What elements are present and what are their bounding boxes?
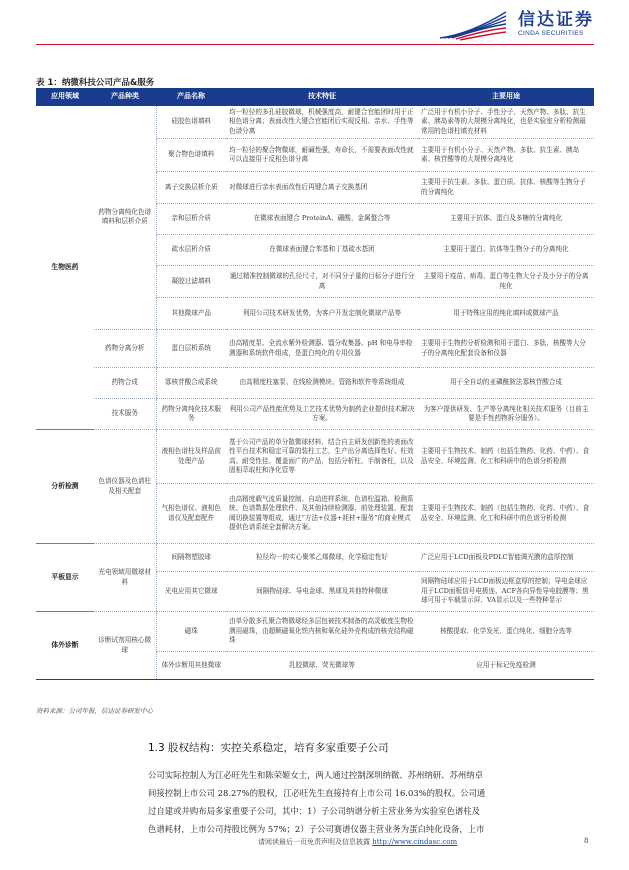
feature-cell: 通过精准控制微球的孔径尺寸，对不同分子量的目标分子进行分离 — [226, 266, 418, 298]
table-row — [36, 368, 594, 399]
use-cell: 用于特殊应用的纯化填料或微球产品 — [418, 298, 594, 330]
product-name-cell: 聚合物色谱填料 — [156, 139, 226, 172]
category-cell: 光电领域用微球材料 — [94, 544, 156, 612]
product-name-cell: 亲和层析介质 — [156, 204, 226, 235]
column-header: 产品名称 — [156, 88, 226, 105]
use-cell: 主要用于抗体、蛋白及多糖的分离纯化 — [418, 204, 594, 235]
feature-cell: 在微球表面键合苯基和丁基疏水基团 — [226, 235, 418, 266]
table-title: 表 1：纳微科技公司产品&服务 — [36, 78, 155, 88]
feature-cell: 间隔物硅球、导电金球、黑球及其他特种微球 — [226, 572, 418, 612]
table-row — [36, 105, 594, 139]
footer-text: 请阅读最后一页免责声明及信息披露 — [258, 838, 370, 846]
table-source-note: 资料来源：公司年报，信达证券研发中心 — [36, 707, 153, 715]
table-row — [36, 612, 594, 652]
column-header: 技术特征 — [226, 88, 418, 105]
use-cell: 主要用于生物技术、制药（包括生物药、化药、中药）、食品安全、环境监测、化工和科研中的色谱分析检测 — [418, 430, 594, 484]
feature-cell: 在微球表面键合 ProteinA、硼酸、金属螯合等 — [226, 204, 418, 235]
use-cell: 主要用于生物药分析检测和用于蛋白、多肽、核酸等大分子的分离纯化配套设备和仪器 — [418, 330, 594, 368]
product-name-cell: 液相色谱柱及样品前处理产品 — [156, 430, 226, 484]
logo-text: 信达证券 — [518, 10, 594, 30]
category-cell: 药物分离分析 — [94, 330, 156, 368]
feature-cell: 利用公司产品性能优势及工艺技术优势为制药企业提供技术解决方案。 — [226, 399, 418, 430]
product-name-cell: 离子交换层析介质 — [156, 172, 226, 204]
feature-cell: 由高精度泵、全流水紫外检测器、馏分收集器、pH 和电导率检测器和系统软件组成，是蛋白纯化的专用仪器 — [226, 330, 418, 368]
product-name-cell: 间隔物塑胶球 — [156, 544, 226, 572]
category-cell: 药物分离纯化色谱填料和层析介质 — [94, 105, 156, 330]
product-name-cell: 气相色谱仪、液相色谱仪及配套配件 — [156, 484, 226, 544]
table-row — [36, 430, 594, 484]
paragraph-line: 过自建或并购布局多家重要子公司，其中：1）子公司纳谱分析主营业务为实验室色谱柱及 — [148, 806, 480, 816]
feature-cell: 均一粒径的聚合物微球，耐碱性强，寿命长，不需要表面改性就可以直接用于反相色谱分离 — [226, 139, 418, 172]
paragraph-line: 间接控制上市公司 28.27%的股权，江必旺先生直接持有上市公司 16.03%的股权。公司通 — [148, 788, 486, 798]
page-number: 8 — [584, 837, 589, 845]
paragraph-line: 色谱耗材，上市公司持股比例为 57%；2）子公司赛谱仪器主营业务为蛋白纯化设备，上市 — [148, 824, 485, 834]
body-paragraph — [148, 766, 594, 838]
use-cell: 为客户提供研发、生产等分离纯化相关技术服务（目前主要是手性药物拆分服务）。 — [418, 399, 594, 430]
feature-cell: 利用公司技术研发优势，为客户开发定制化微球产品等 — [226, 298, 418, 330]
footer-website-link[interactable]: http://www.cindasc.com — [372, 838, 458, 846]
use-cell: 主要用于生物技术、制药（包括生物药、化药、中药）、食品安全、环境监测、化工和科研中的色谱分析检测 — [418, 484, 594, 544]
category-cell: 诊断试剂用核心微球 — [94, 612, 156, 680]
use-cell: 应用于标记免疫检测 — [418, 652, 594, 680]
feature-cell: 乳胶微球、荧光微球等 — [226, 652, 418, 680]
domain-cell: 体外诊断 — [36, 612, 94, 680]
table-row — [36, 544, 594, 572]
use-cell: 广泛用于有机小分子、手性分子、天然产物、多肽、抗生素、胰岛素等的大规模分离纯化，也是实验室分析检测最常用的色谱柱填充材料 — [418, 105, 594, 139]
paragraph-line: 公司实际控制人为江必旺先生和陈荣姬女士，两人通过控制深圳纳微、苏州纳研、苏州纳卓 — [148, 770, 483, 780]
column-header: 主要用途 — [418, 88, 594, 105]
use-cell: 间隔物硅球应用于LCD面板边框盒厚的控制；导电金球应用于LCD面板信号电极连、ACF各向异性导电胶膜等；黑球可用于车载显示屏、VA显示以及一些特种显示 — [418, 572, 594, 612]
category-cell: 药物合成 — [94, 368, 156, 399]
use-cell: 主要用于有机小分子、天然产物、多肽、抗生素、胰岛素、核苷酸等的大规模分离纯化 — [418, 139, 594, 172]
logo-subtext: CINDA SECURITIES — [518, 30, 584, 37]
use-cell: 主要用于疫苗、病毒、蛋白等生物大分子及小分子的分离纯化 — [418, 266, 594, 298]
product-name-cell: 其他微球产品 — [156, 298, 226, 330]
table-header-row — [36, 88, 594, 105]
domain-cell: 生物医药 — [36, 105, 94, 430]
feature-cell: 由高精度柱塞泵、在线检测模块、管路和软件等系统组成 — [226, 368, 418, 399]
logo-swoosh-graphic — [440, 6, 510, 42]
use-cell: 主要用于蛋白、抗体等生物分子的分离纯化 — [418, 235, 594, 266]
domain-cell: 分析检测 — [36, 430, 94, 544]
product-name-cell: 光电应用其它微球 — [156, 572, 226, 612]
feature-cell: 粒径均一的实心聚苯乙烯微球，化学稳定性好 — [226, 544, 418, 572]
product-name-cell: 药物分离纯化技术服务 — [156, 399, 226, 430]
section-heading: 1.3 股权结构：实控关系稳定，培育多家重要子公司 — [148, 742, 389, 754]
column-header: 产品种类 — [94, 88, 156, 105]
use-cell: 用于全自动的亚磷酰胺法寡核苷酸合成 — [418, 368, 594, 399]
header-divider — [36, 44, 594, 45]
feature-cell: 基于公司产品的单分散微球材料，结合自主研发创新性的表面改性平台技术和稳定可靠的装柱工艺，生产出分离选择性好、柱效高、耐受性佳、覆盖面广的产品，包括分析柱、手制备柱，以及固相萃取柱和净化管等 — [226, 430, 418, 484]
domain-cell: 平板显示 — [36, 544, 94, 612]
feature-cell: 由高精度载气流质量控制、自动进样系统、色谱柱温箱、检测系统、色谱数据处理软件、及其他持续检测器、前处理装置、配套阀切换装置等组成，通过“方法+仪器+耗材+服务”的商业模式提供色谱系统全套解决方案。 — [226, 484, 418, 544]
product-name-cell: 磁珠 — [156, 612, 226, 652]
footer-disclaimer — [258, 837, 457, 847]
product-name-cell: 蛋白层析系统 — [156, 330, 226, 368]
feature-cell: 由单分散多孔聚合物微球经多层包被技术制备的高灵敏度生物检测用磁珠，由超顺磁氧化铁内核和氧化硅外壳构成的核壳结构磁珠 — [226, 612, 418, 652]
use-cell: 核酸提取、化学发光、蛋白纯化、细胞分选等 — [418, 612, 594, 652]
product-table — [36, 88, 594, 680]
use-cell: 广泛应用于LCD面板及PDLC智能调光膜的盒厚控制 — [418, 544, 594, 572]
company-logo — [518, 10, 608, 42]
category-cell: 技术服务 — [94, 399, 156, 430]
table-row — [36, 399, 594, 430]
table-row — [36, 330, 594, 368]
product-name-cell: 体外诊断用其他微球 — [156, 652, 226, 680]
product-name-cell: 凝胶过滤填料 — [156, 266, 226, 298]
category-cell: 色谱仪器及色谱柱及相关配套 — [94, 430, 156, 544]
feature-cell: 对微球进行亲水表面改性后再键合离子交换基团 — [226, 172, 418, 204]
use-cell: 主要用于抗生素、多肽、蛋白质、抗体、核酸等生物分子的分离纯化 — [418, 172, 594, 204]
product-name-cell: 疏水层析介质 — [156, 235, 226, 266]
feature-cell: 均一粒径的多孔硅胶微球，机械强度高，耐键合官能团时用于正相色谱分离；表面改性大键合官能团后实现反相、亲水、手性等色谱分离 — [226, 105, 418, 139]
product-name-cell: 硅胶色谱填料 — [156, 105, 226, 139]
column-header: 应用领域 — [36, 88, 94, 105]
product-name-cell: 寡核苷酸合成系统 — [156, 368, 226, 399]
